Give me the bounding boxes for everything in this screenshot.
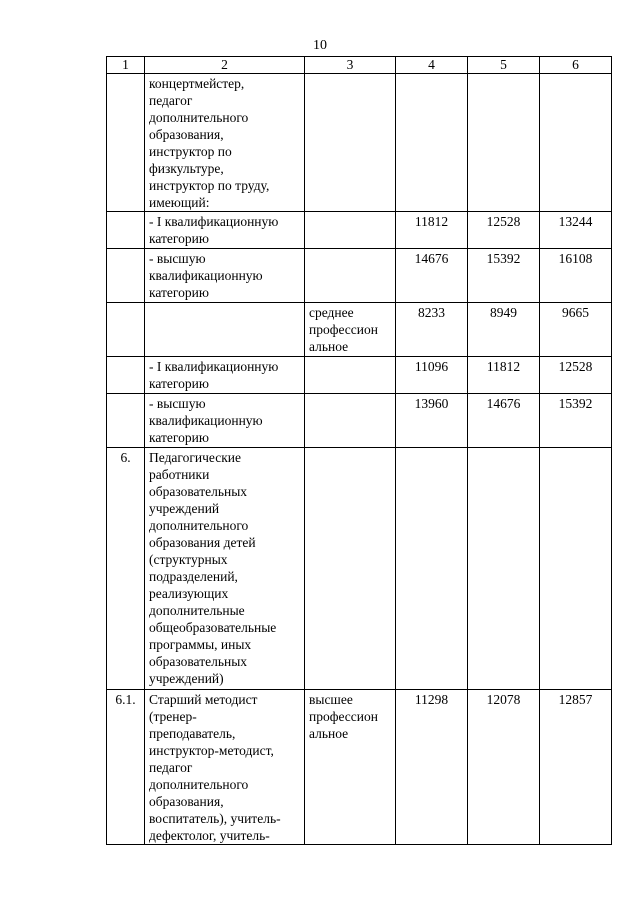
table-body — [107, 57, 612, 845]
table-cell-col-3 — [305, 74, 396, 212]
table-row — [107, 303, 612, 357]
table-row — [107, 74, 612, 212]
table-cell-col-2 — [145, 303, 305, 357]
table-cell-col-6 — [540, 74, 612, 212]
table-cell-col-5: 15392 — [468, 249, 540, 303]
table-cell-col-6 — [540, 448, 612, 690]
table-row — [107, 212, 612, 249]
table-cell-col-3: высшее профессион альное — [305, 690, 396, 845]
header-cell-2: 2 — [145, 57, 305, 74]
table-cell-col-1 — [107, 212, 145, 249]
table-cell-col-1 — [107, 303, 145, 357]
table-cell-col-5: 12528 — [468, 212, 540, 249]
table-cell-col-2: - I квалификационную категорию — [145, 212, 305, 249]
table-cell-col-3 — [305, 212, 396, 249]
table-cell-col-3 — [305, 448, 396, 690]
table-row — [107, 249, 612, 303]
table-cell-col-1: 6. — [107, 448, 145, 690]
table-cell-col-1 — [107, 357, 145, 394]
table-cell-col-4: 11298 — [396, 690, 468, 845]
table-cell-col-5: 8949 — [468, 303, 540, 357]
header-cell-6: 6 — [540, 57, 612, 74]
table-cell-col-6: 16108 — [540, 249, 612, 303]
page-number: 10 — [313, 38, 327, 53]
table-cell-col-3 — [305, 249, 396, 303]
table-cell-col-6: 9665 — [540, 303, 612, 357]
table-cell-col-5 — [468, 74, 540, 212]
table-cell-col-6: 12528 — [540, 357, 612, 394]
header-cell-5: 5 — [468, 57, 540, 74]
table-row — [107, 448, 612, 690]
table-cell-col-3: среднее профессион альное — [305, 303, 396, 357]
table-cell-col-2: - высшую квалификационную категорию — [145, 249, 305, 303]
table-row — [107, 357, 612, 394]
table-row — [107, 394, 612, 448]
header-cell-3: 3 — [305, 57, 396, 74]
table-cell-col-3 — [305, 394, 396, 448]
table-cell-col-6: 12857 — [540, 690, 612, 845]
table-cell-col-2: - I квалификационную категорию — [145, 357, 305, 394]
table-cell-col-5: 14676 — [468, 394, 540, 448]
table-cell-col-4 — [396, 448, 468, 690]
table-cell-col-5: 12078 — [468, 690, 540, 845]
table-cell-col-4: 11812 — [396, 212, 468, 249]
table-cell-col-2: Старший методист (тренер- преподаватель, инструктор-методист, педагог дополнительного образования, воспитатель), учитель- дефектолог, учитель- — [145, 690, 305, 845]
header-cell-4: 4 — [396, 57, 468, 74]
salary-table — [106, 56, 612, 845]
table-cell-col-6: 15392 — [540, 394, 612, 448]
table-cell-col-5: 11812 — [468, 357, 540, 394]
table-cell-col-4: 14676 — [396, 249, 468, 303]
table-cell-col-6: 13244 — [540, 212, 612, 249]
table-cell-col-1: 6.1. — [107, 690, 145, 845]
header-cell-1: 1 — [107, 57, 145, 74]
header-row — [107, 57, 612, 74]
table-cell-col-2: Педагогические работники образовательных учреждений дополнительного образования детей (структурных подразделений, реализующих дополнительные общеобразовательные программы, иных образовательных учреждений) — [145, 448, 305, 690]
table-cell-col-1 — [107, 394, 145, 448]
table-cell-col-1 — [107, 74, 145, 212]
table-cell-col-5 — [468, 448, 540, 690]
table-cell-col-1 — [107, 249, 145, 303]
table-cell-col-2: концертмейстер, педагог дополнительного образования, инструктор по физкультуре, инструктор по труду, имеющий: — [145, 74, 305, 212]
table-cell-col-4: 11096 — [396, 357, 468, 394]
table-row — [107, 690, 612, 845]
table-cell-col-4: 8233 — [396, 303, 468, 357]
table-cell-col-2: - высшую квалификационную категорию — [145, 394, 305, 448]
table-cell-col-4 — [396, 74, 468, 212]
table-cell-col-4: 13960 — [396, 394, 468, 448]
table-cell-col-3 — [305, 357, 396, 394]
